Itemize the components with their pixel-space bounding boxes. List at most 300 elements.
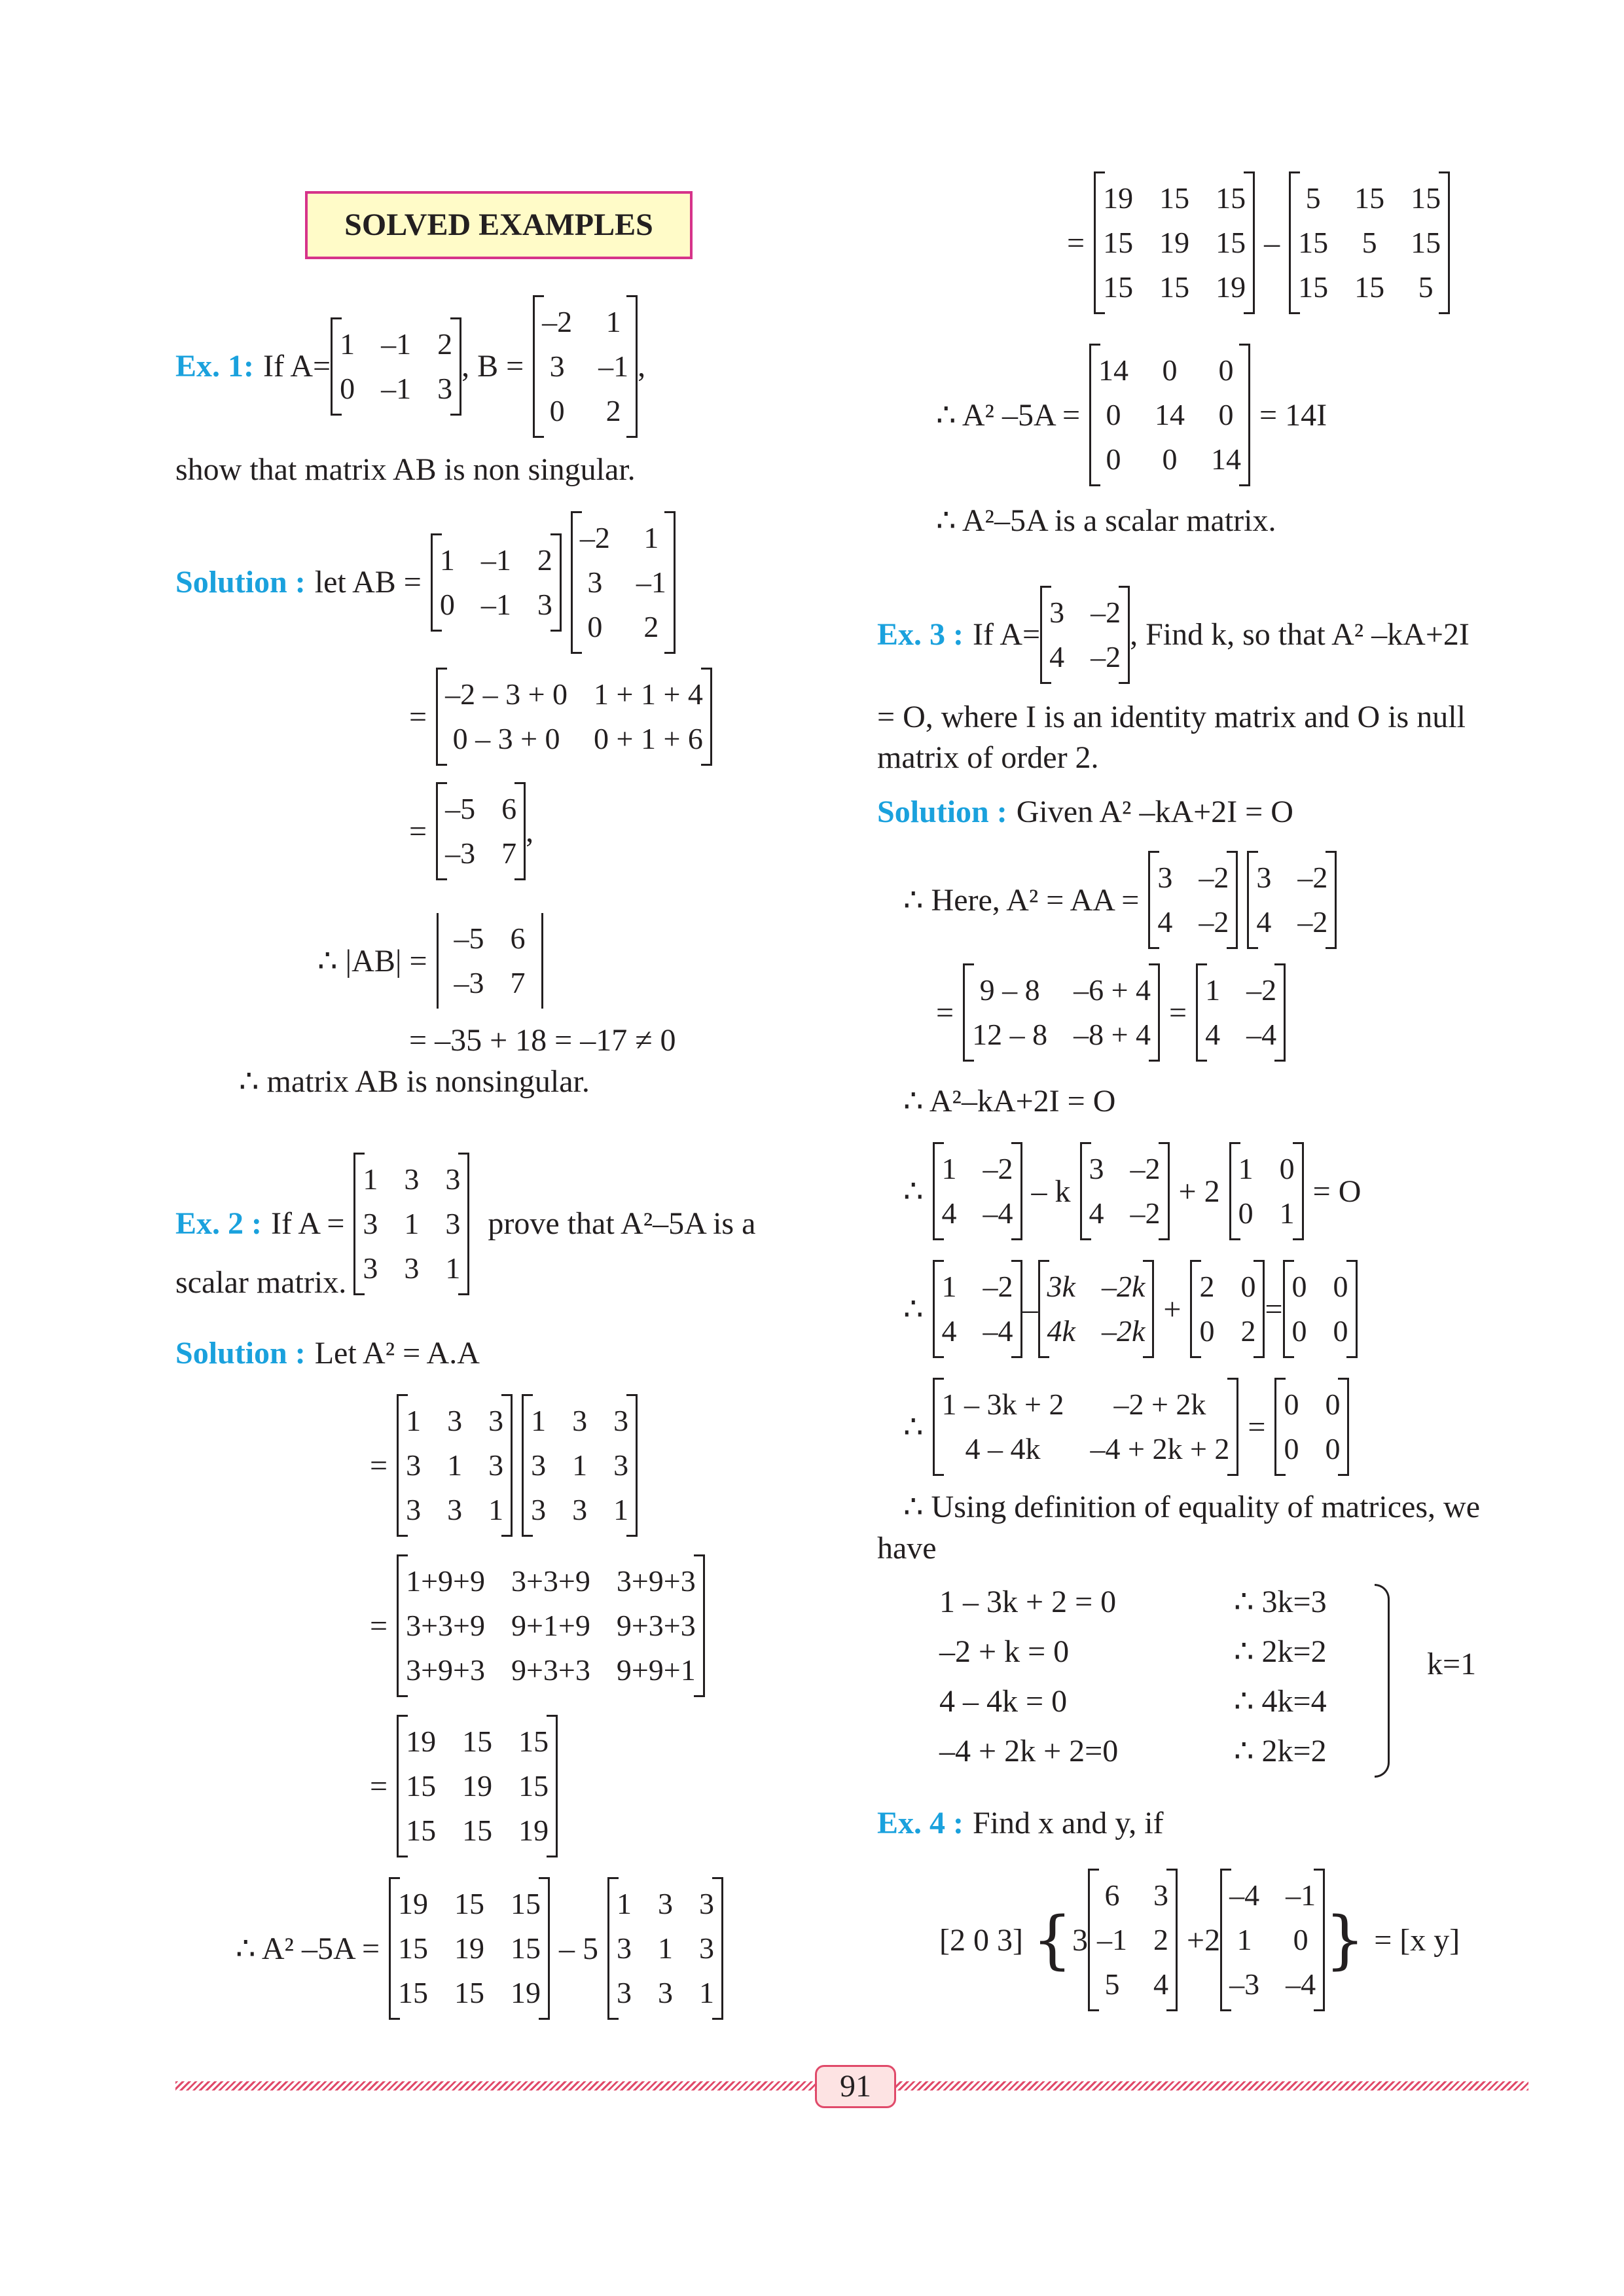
page-title: SOLVED EXAMPLES bbox=[344, 207, 653, 243]
matrix-cell: 19 bbox=[518, 1814, 549, 1848]
equals: = bbox=[1169, 995, 1187, 1030]
matrix-cell: 4 bbox=[1256, 905, 1272, 939]
matrix-cell: 15 bbox=[1354, 270, 1385, 304]
matrix-cell: 3 bbox=[613, 1448, 629, 1482]
matrix-cell: –5 bbox=[445, 792, 476, 825]
matrix-cell: 15 bbox=[406, 1814, 437, 1848]
matrix-cell: –1 bbox=[480, 588, 511, 621]
matrix-cell: 15 bbox=[454, 1887, 485, 1920]
ex2-sum-matrix bbox=[397, 1554, 705, 1697]
ex1-sol-matrix-b bbox=[571, 511, 676, 654]
matrix-cell: –5 bbox=[454, 922, 484, 955]
matrix-cell: 15 bbox=[398, 1931, 429, 1965]
matrix-cell: 3 bbox=[363, 1251, 378, 1285]
matrix-cell: 1 bbox=[605, 304, 621, 338]
ex2-result-matrix bbox=[1089, 344, 1250, 486]
equals: = bbox=[936, 995, 954, 1030]
matrix-cell: 1 bbox=[445, 1251, 461, 1285]
matrix-cell: –2 bbox=[1091, 640, 1121, 673]
ex2-matrix-a2 bbox=[522, 1394, 638, 1537]
ex4-text: Find x and y, if bbox=[973, 1806, 1164, 1840]
close-brace: } bbox=[1325, 1903, 1365, 1977]
matrix-cell: 0 bbox=[1218, 353, 1234, 387]
matrix-cell: 6 bbox=[1104, 1878, 1120, 1912]
ex2-step6 bbox=[936, 344, 1327, 486]
matrix-cell: –3 bbox=[454, 966, 484, 1000]
matrix-cell: 3k bbox=[1047, 1270, 1075, 1303]
ex2-minus5: – 5 bbox=[559, 1931, 599, 1966]
matrix-cell: 0 bbox=[1325, 1388, 1341, 1421]
ex3-matrix-a bbox=[1040, 586, 1130, 684]
plus-2: + 2 bbox=[1178, 1174, 1220, 1209]
matrix-cell: 1 bbox=[643, 520, 659, 554]
matrix-cell: 15 bbox=[1411, 181, 1441, 215]
matrix-cell: 15 bbox=[1103, 270, 1134, 304]
ex3-matrix-a3 bbox=[1080, 1142, 1170, 1240]
matrix-cell: 15 bbox=[511, 1887, 541, 1920]
matrix-cell: 2 bbox=[643, 610, 659, 644]
ex2-sol-text: Let A² = A.A bbox=[314, 1336, 480, 1371]
ex1-statement: show that matrix AB is non singular. bbox=[175, 452, 636, 487]
matrix-cell: 6 bbox=[501, 792, 517, 825]
matrix-cell: 3 bbox=[363, 1206, 378, 1240]
matrix-cell: 3+3+9 bbox=[406, 1609, 485, 1643]
matrix-cell: 15 bbox=[406, 1769, 437, 1803]
matrix-cell: 0 bbox=[1333, 1314, 1348, 1348]
matrix-cell: 1 bbox=[404, 1206, 420, 1240]
minus-k: – k bbox=[1031, 1174, 1071, 1209]
matrix-cell: 3 bbox=[549, 349, 565, 383]
ex2-minus: – bbox=[1264, 225, 1280, 260]
matrix-cell: 15 bbox=[1159, 181, 1190, 215]
matrix-cell: 3 bbox=[587, 565, 603, 599]
ex3-line3: matrix of order 2. bbox=[877, 740, 1099, 775]
equation: –4 + 2k + 2=0 bbox=[939, 1734, 1119, 1768]
matrix-cell: 3 bbox=[572, 1404, 588, 1437]
ex4-equation bbox=[939, 1869, 1460, 2011]
matrix-cell: 5 bbox=[1418, 270, 1434, 304]
matrix-cell: 19 bbox=[511, 1976, 541, 2010]
matrix-cell: –2 bbox=[1199, 905, 1229, 939]
ex4-matrix-1 bbox=[1088, 1869, 1178, 2011]
ex2-a2-matrix bbox=[397, 1715, 558, 1857]
result: ∴ 3k=3 bbox=[1234, 1585, 1327, 1619]
matrix-cell: –8 + 4 bbox=[1074, 1018, 1151, 1052]
ex3-header bbox=[877, 586, 1470, 684]
matrix-cell: 0 bbox=[1291, 1270, 1307, 1303]
ex3-identity-matrix bbox=[1229, 1142, 1304, 1240]
ex3-results bbox=[1234, 1584, 1327, 1783]
matrix-cell: 0 bbox=[1218, 398, 1234, 432]
matrix-cell: 3 bbox=[572, 1493, 588, 1527]
matrix-cell: 3 bbox=[445, 1206, 461, 1240]
matrix-cell: 4 – 4k bbox=[965, 1432, 1041, 1466]
matrix-cell: 3 bbox=[1153, 1878, 1169, 1912]
equation: 4 – 4k = 0 bbox=[939, 1684, 1068, 1719]
matrix-cell: 3 bbox=[658, 1887, 674, 1920]
ex3-a2-matrix-c bbox=[933, 1260, 1022, 1358]
ex2-lhs2: ∴ A² –5A = bbox=[936, 397, 1081, 433]
ex4-label: Ex. 4 : bbox=[877, 1806, 964, 1840]
matrix-cell: 3 bbox=[531, 1448, 547, 1482]
matrix-cell: 3 bbox=[488, 1404, 504, 1437]
matrix-cell: 2 bbox=[1240, 1314, 1256, 1348]
ex3-equations bbox=[939, 1584, 1118, 1783]
matrix-cell: 15 bbox=[1354, 181, 1385, 215]
matrix-cell: –2 bbox=[1091, 595, 1121, 629]
matrix-cell: –4 bbox=[983, 1196, 1013, 1230]
matrix-cell: 1 bbox=[1236, 1923, 1252, 1957]
equals: = bbox=[1067, 225, 1085, 260]
matrix-cell: 1 bbox=[1279, 1196, 1295, 1230]
minus: – bbox=[1022, 1291, 1038, 1327]
matrix-cell: 4k bbox=[1047, 1314, 1075, 1348]
matrix-cell: 0 bbox=[1284, 1432, 1299, 1466]
matrix-cell: 5 bbox=[1104, 1967, 1120, 2001]
ex1-b-eq: , B = bbox=[461, 349, 524, 384]
matrix-cell: 19 bbox=[406, 1725, 437, 1758]
ex3-ka-matrix bbox=[1038, 1260, 1155, 1358]
matrix-cell: 1 bbox=[1205, 973, 1221, 1007]
matrix-cell: 4 bbox=[941, 1314, 957, 1348]
matrix-cell: 0 bbox=[549, 394, 565, 428]
matrix-cell: 0 bbox=[1162, 353, 1178, 387]
matrix-cell: –1 bbox=[480, 543, 511, 577]
equals: = bbox=[409, 814, 427, 849]
matrix-cell: 15 bbox=[1159, 270, 1190, 304]
ex1-intro: If A= bbox=[263, 349, 331, 384]
matrix-cell: 1 bbox=[613, 1493, 629, 1527]
matrix-cell: 9+9+1 bbox=[616, 1653, 696, 1687]
matrix-cell: 0 bbox=[340, 372, 355, 405]
matrix-cell: 0 bbox=[1199, 1314, 1215, 1348]
matrix-cell: 0 bbox=[1106, 398, 1121, 432]
ex3-intro: If A= bbox=[973, 617, 1041, 653]
matrix-cell: 15 bbox=[511, 1931, 541, 1965]
matrix-cell: 4 bbox=[1153, 1967, 1169, 2001]
matrix-cell: –3 bbox=[445, 836, 476, 870]
ex1-comma: , bbox=[638, 349, 646, 384]
plus: + bbox=[1163, 1291, 1182, 1327]
matrix-cell: 15 bbox=[518, 1725, 549, 1758]
matrix-cell: 4 bbox=[1049, 640, 1065, 673]
matrix-cell: 1 bbox=[439, 543, 455, 577]
matrix-cell: 3 bbox=[617, 1976, 632, 2010]
ex3-matrix-a2 bbox=[1247, 851, 1337, 949]
matrix-cell: 19 bbox=[1103, 181, 1134, 215]
matrix-cell: 7 bbox=[501, 836, 517, 870]
matrix-cell: 3 bbox=[1049, 595, 1065, 629]
matrix-cell: 19 bbox=[398, 1887, 429, 1920]
matrix-cell: 14 bbox=[1211, 442, 1242, 476]
ex1-step2 bbox=[409, 782, 533, 880]
matrix-cell: 1 bbox=[572, 1448, 588, 1482]
ex1-comma: , bbox=[526, 814, 534, 849]
matrix-cell: –2 – 3 + 0 bbox=[445, 677, 568, 711]
matrix-cell: 1 bbox=[658, 1931, 674, 1965]
matrix-cell: –4 bbox=[1229, 1878, 1260, 1912]
matrix-cell: 0 bbox=[1291, 1314, 1307, 1348]
matrix-cell: 12 – 8 bbox=[972, 1018, 1048, 1052]
ex2-solution bbox=[175, 1335, 480, 1371]
matrix-cell: 1 bbox=[699, 1976, 715, 2010]
matrix-cell: 19 bbox=[462, 1769, 493, 1803]
ex2-intro: If A = bbox=[271, 1206, 345, 1242]
matrix-cell: 15 bbox=[1216, 226, 1246, 260]
matrix-cell: 3 bbox=[445, 1162, 461, 1196]
matrix-cell: –2 bbox=[1297, 905, 1328, 939]
ex4-rhs: = [x y] bbox=[1374, 1922, 1460, 1958]
matrix-cell: –4 + 2k + 2 bbox=[1090, 1432, 1230, 1466]
ex2-lhs: ∴ A² –5A = bbox=[236, 1931, 380, 1966]
matrix-cell: 1 bbox=[447, 1448, 463, 1482]
ex4-row: [2 0 3] bbox=[939, 1922, 1023, 1958]
matrix-cell: –2 bbox=[1199, 861, 1229, 894]
ex3-line2: = O, where I is an identity matrix and O is null bbox=[877, 700, 1466, 734]
matrix-cell: –2 + 2k bbox=[1113, 1388, 1206, 1421]
matrix-cell: –2 bbox=[1130, 1196, 1161, 1230]
matrix-cell: 0 + 1 + 6 bbox=[594, 722, 703, 756]
matrix-cell: 3 bbox=[537, 588, 552, 621]
matrix-cell: 1 bbox=[531, 1404, 547, 1437]
matrix-cell: –1 bbox=[1286, 1878, 1316, 1912]
matrix-cell: 19 bbox=[454, 1931, 485, 1965]
matrix-cell: 1 bbox=[488, 1493, 504, 1527]
equation: 1 – 3k + 2 = 0 bbox=[939, 1585, 1117, 1619]
therefore: ∴ bbox=[903, 1174, 924, 1209]
ex3-solution bbox=[877, 794, 1293, 830]
matrix-cell: 5 bbox=[1305, 181, 1321, 215]
ex1-matrix-a bbox=[331, 317, 461, 416]
matrix-cell: –4 bbox=[983, 1314, 1013, 1348]
ex1-det-value: = –35 + 18 = –17 ≠ 0 bbox=[409, 1023, 676, 1058]
matrix-cell: 9+3+3 bbox=[511, 1653, 590, 1687]
matrix-cell: 3 bbox=[447, 1404, 463, 1437]
ex1-det-label: ∴ |AB| = bbox=[317, 943, 427, 978]
matrix-cell: 14 bbox=[1098, 353, 1129, 387]
ex2-after2: scalar matrix. bbox=[175, 1265, 347, 1300]
matrix-cell: 3 bbox=[1157, 861, 1173, 894]
ex3-label: Ex. 3 : bbox=[877, 617, 964, 653]
open-brace: { bbox=[1032, 1903, 1073, 1977]
ex3-prod-matrix bbox=[963, 963, 1160, 1062]
therefore: ∴ bbox=[903, 1291, 924, 1327]
result: ∴ 2k=2 bbox=[1234, 1734, 1327, 1768]
matrix-cell: 15 bbox=[1103, 226, 1134, 260]
matrix-cell: 2 bbox=[605, 394, 621, 428]
matrix-cell: 1 bbox=[340, 327, 355, 361]
matrix-cell: 1 + 1 + 4 bbox=[594, 677, 703, 711]
ex1-step1 bbox=[409, 668, 712, 766]
matrix-cell: 6 bbox=[510, 922, 526, 955]
ex3-here bbox=[903, 851, 1337, 949]
matrix-cell: 1 bbox=[363, 1162, 378, 1196]
equals: = bbox=[1265, 1291, 1283, 1327]
matrix-cell: –2k bbox=[1101, 1314, 1146, 1348]
equals: = bbox=[370, 1608, 388, 1643]
matrix-cell: –2k bbox=[1101, 1270, 1146, 1303]
matrix-cell: 1 bbox=[941, 1152, 957, 1185]
page-number-badge bbox=[815, 2065, 896, 2108]
matrix-cell: 15 bbox=[1298, 226, 1329, 260]
matrix-cell: 19 bbox=[1216, 270, 1246, 304]
therefore: ∴ bbox=[903, 1409, 924, 1444]
matrix-cell: –1 bbox=[1097, 1923, 1128, 1957]
ex2-step3 bbox=[370, 1715, 558, 1857]
ex1-sol-label: Solution : bbox=[175, 565, 306, 600]
matrix-cell: –2 bbox=[1246, 973, 1277, 1007]
matrix-cell: 7 bbox=[510, 966, 526, 1000]
ex3-a2-matrix-b bbox=[933, 1142, 1022, 1240]
matrix-cell: 15 bbox=[454, 1976, 485, 2010]
equals: = bbox=[370, 1768, 388, 1804]
matrix-cell: 0 bbox=[1162, 442, 1178, 476]
matrix-cell: 9+1+9 bbox=[511, 1609, 590, 1643]
matrix-cell: –2 bbox=[579, 520, 610, 554]
matrix-cell: 5 bbox=[1362, 226, 1377, 260]
matrix-cell: –4 bbox=[1246, 1018, 1277, 1052]
matrix-cell: 0 bbox=[439, 588, 455, 621]
matrix-cell: 19 bbox=[1159, 226, 1190, 260]
ex3-using: ∴ Using definition of equality of matrices, we bbox=[903, 1490, 1480, 1524]
matrix-cell: –2 bbox=[983, 1152, 1013, 1185]
matrix-cell: 0 bbox=[1106, 442, 1121, 476]
matrix-cell: 0 bbox=[1240, 1270, 1256, 1303]
equals-o: = O bbox=[1312, 1174, 1362, 1209]
matrix-cell: 3 bbox=[488, 1448, 504, 1482]
matrix-cell: 0 bbox=[587, 610, 603, 644]
matrix-cell: 3 bbox=[699, 1887, 715, 1920]
matrix-cell: 0 – 3 + 0 bbox=[452, 722, 560, 756]
ex3-have: have bbox=[877, 1531, 937, 1566]
matrix-cell: 3 bbox=[613, 1404, 629, 1437]
matrix-cell: 3 bbox=[406, 1493, 422, 1527]
matrix-cell: 2 bbox=[537, 543, 552, 577]
equation: –2 + k = 0 bbox=[939, 1634, 1070, 1669]
ex2-after: prove that A²–5A is a bbox=[488, 1206, 756, 1242]
matrix-cell: 9+3+3 bbox=[616, 1609, 696, 1643]
matrix-cell: 0 bbox=[1284, 1388, 1299, 1421]
ex3-lhs-matrix bbox=[933, 1378, 1239, 1476]
ex1-det bbox=[317, 913, 543, 1009]
matrix-cell: 1+9+9 bbox=[406, 1564, 485, 1598]
result: ∴ 2k=2 bbox=[1234, 1634, 1327, 1669]
matrix-cell: 4 bbox=[1089, 1196, 1104, 1230]
matrix-cell: 3 bbox=[406, 1448, 422, 1482]
matrix-cell: 3 bbox=[531, 1493, 547, 1527]
matrix-cell: 4 bbox=[941, 1196, 957, 1230]
matrix-cell: 1 bbox=[617, 1887, 632, 1920]
ex1-header bbox=[175, 291, 645, 442]
ex3-a2-matrix bbox=[1196, 963, 1286, 1062]
ex1-sol-matrix-a bbox=[431, 533, 562, 632]
ex2-step4 bbox=[236, 1877, 723, 2020]
matrix-cell: 2 bbox=[437, 327, 453, 361]
matrix-cell: 1 bbox=[1238, 1152, 1254, 1185]
ex3-after: , Find k, so that A² –kA+2I bbox=[1130, 617, 1470, 653]
ex2-step1 bbox=[370, 1394, 638, 1537]
matrix-cell: 3 bbox=[658, 1976, 674, 2010]
matrix-cell: 15 bbox=[1411, 226, 1441, 260]
ex3-prod bbox=[936, 963, 1286, 1062]
ex2-5a-matrix bbox=[1289, 171, 1450, 314]
matrix-cell: 0 bbox=[1238, 1196, 1254, 1230]
equals: = bbox=[409, 699, 427, 734]
ex3-2i-matrix bbox=[1190, 1260, 1265, 1358]
matrix-cell: 4 bbox=[1205, 1018, 1221, 1052]
matrix-cell: 15 bbox=[398, 1976, 429, 2010]
matrix-cell: 3 bbox=[1089, 1152, 1104, 1185]
ex3-sol-text: Given A² –kA+2I = O bbox=[1016, 795, 1293, 829]
matrix-cell: 9 – 8 bbox=[979, 973, 1040, 1007]
matrix-cell: 15 bbox=[462, 1725, 493, 1758]
ex2-conclusion: ∴ A²–5A is a scalar matrix. bbox=[936, 503, 1276, 538]
matrix-cell: 0 bbox=[1325, 1432, 1341, 1466]
right-brace bbox=[1375, 1584, 1390, 1778]
ex1-step1-matrix bbox=[436, 668, 712, 766]
matrix-cell: –6 + 4 bbox=[1074, 973, 1151, 1007]
ex3-step1 bbox=[903, 1142, 1361, 1240]
ex1-sol-text: let AB = bbox=[314, 565, 422, 600]
matrix-cell: 0 bbox=[1333, 1270, 1348, 1303]
matrix-cell: 2 bbox=[1153, 1923, 1169, 1957]
equals: = bbox=[1248, 1409, 1266, 1444]
matrix-cell: 3+9+3 bbox=[616, 1564, 696, 1598]
ex2-a2-matrix-c bbox=[1094, 171, 1255, 314]
matrix-cell: –1 bbox=[636, 565, 666, 599]
ex2-matrix-a bbox=[353, 1153, 469, 1295]
matrix-cell: –2 bbox=[1130, 1152, 1161, 1185]
ex1-conclusion: ∴ matrix AB is nonsingular. bbox=[239, 1064, 590, 1099]
matrix-cell: 4 bbox=[1157, 905, 1173, 939]
matrix-cell: 0 bbox=[1279, 1152, 1295, 1185]
ex2-label: Ex. 2 : bbox=[175, 1206, 262, 1242]
matrix-cell: 1 – 3k + 2 bbox=[941, 1388, 1064, 1421]
matrix-cell: 1 bbox=[406, 1404, 422, 1437]
ex1-matrix-b bbox=[533, 295, 638, 438]
ex3-o-matrix-b bbox=[1274, 1378, 1349, 1476]
ex2-a2-matrix-b bbox=[389, 1877, 550, 2020]
matrix-cell: 3 bbox=[404, 1251, 420, 1285]
matrix-cell: 3 bbox=[437, 372, 453, 405]
ex3-sol-label: Solution : bbox=[877, 795, 1007, 829]
matrix-cell: 3 bbox=[1256, 861, 1272, 894]
matrix-cell: –4 bbox=[1286, 1967, 1316, 2001]
footer-rule-left bbox=[175, 2081, 817, 2090]
ex3-o-matrix bbox=[1283, 1260, 1358, 1358]
matrix-cell: 3+9+3 bbox=[406, 1653, 485, 1687]
ex2-sol-label: Solution : bbox=[175, 1336, 306, 1371]
equals: = bbox=[370, 1448, 388, 1483]
matrix-cell: 2 bbox=[1199, 1270, 1215, 1303]
matrix-cell: –2 bbox=[542, 304, 573, 338]
matrix-cell: –3 bbox=[1229, 1967, 1260, 2001]
ex2-matrix-a3 bbox=[607, 1877, 723, 2020]
matrix-cell: –2 bbox=[1297, 861, 1328, 894]
matrix-cell: 14 bbox=[1155, 398, 1185, 432]
matrix-cell: –1 bbox=[381, 327, 412, 361]
ex3-final: k=1 bbox=[1427, 1647, 1477, 1681]
matrix-cell: –1 bbox=[381, 372, 412, 405]
matrix-cell: 15 bbox=[1298, 270, 1329, 304]
ex3-step3 bbox=[903, 1378, 1349, 1476]
matrix-cell: 15 bbox=[1216, 181, 1246, 215]
ex4-three: 3 bbox=[1072, 1922, 1089, 1958]
matrix-cell: 1 bbox=[941, 1270, 957, 1303]
ex1-solution bbox=[175, 507, 676, 658]
ex1-label: Ex. 1: bbox=[175, 349, 254, 384]
ex3-eq-line: ∴ A²–kA+2I = O bbox=[903, 1084, 1116, 1119]
